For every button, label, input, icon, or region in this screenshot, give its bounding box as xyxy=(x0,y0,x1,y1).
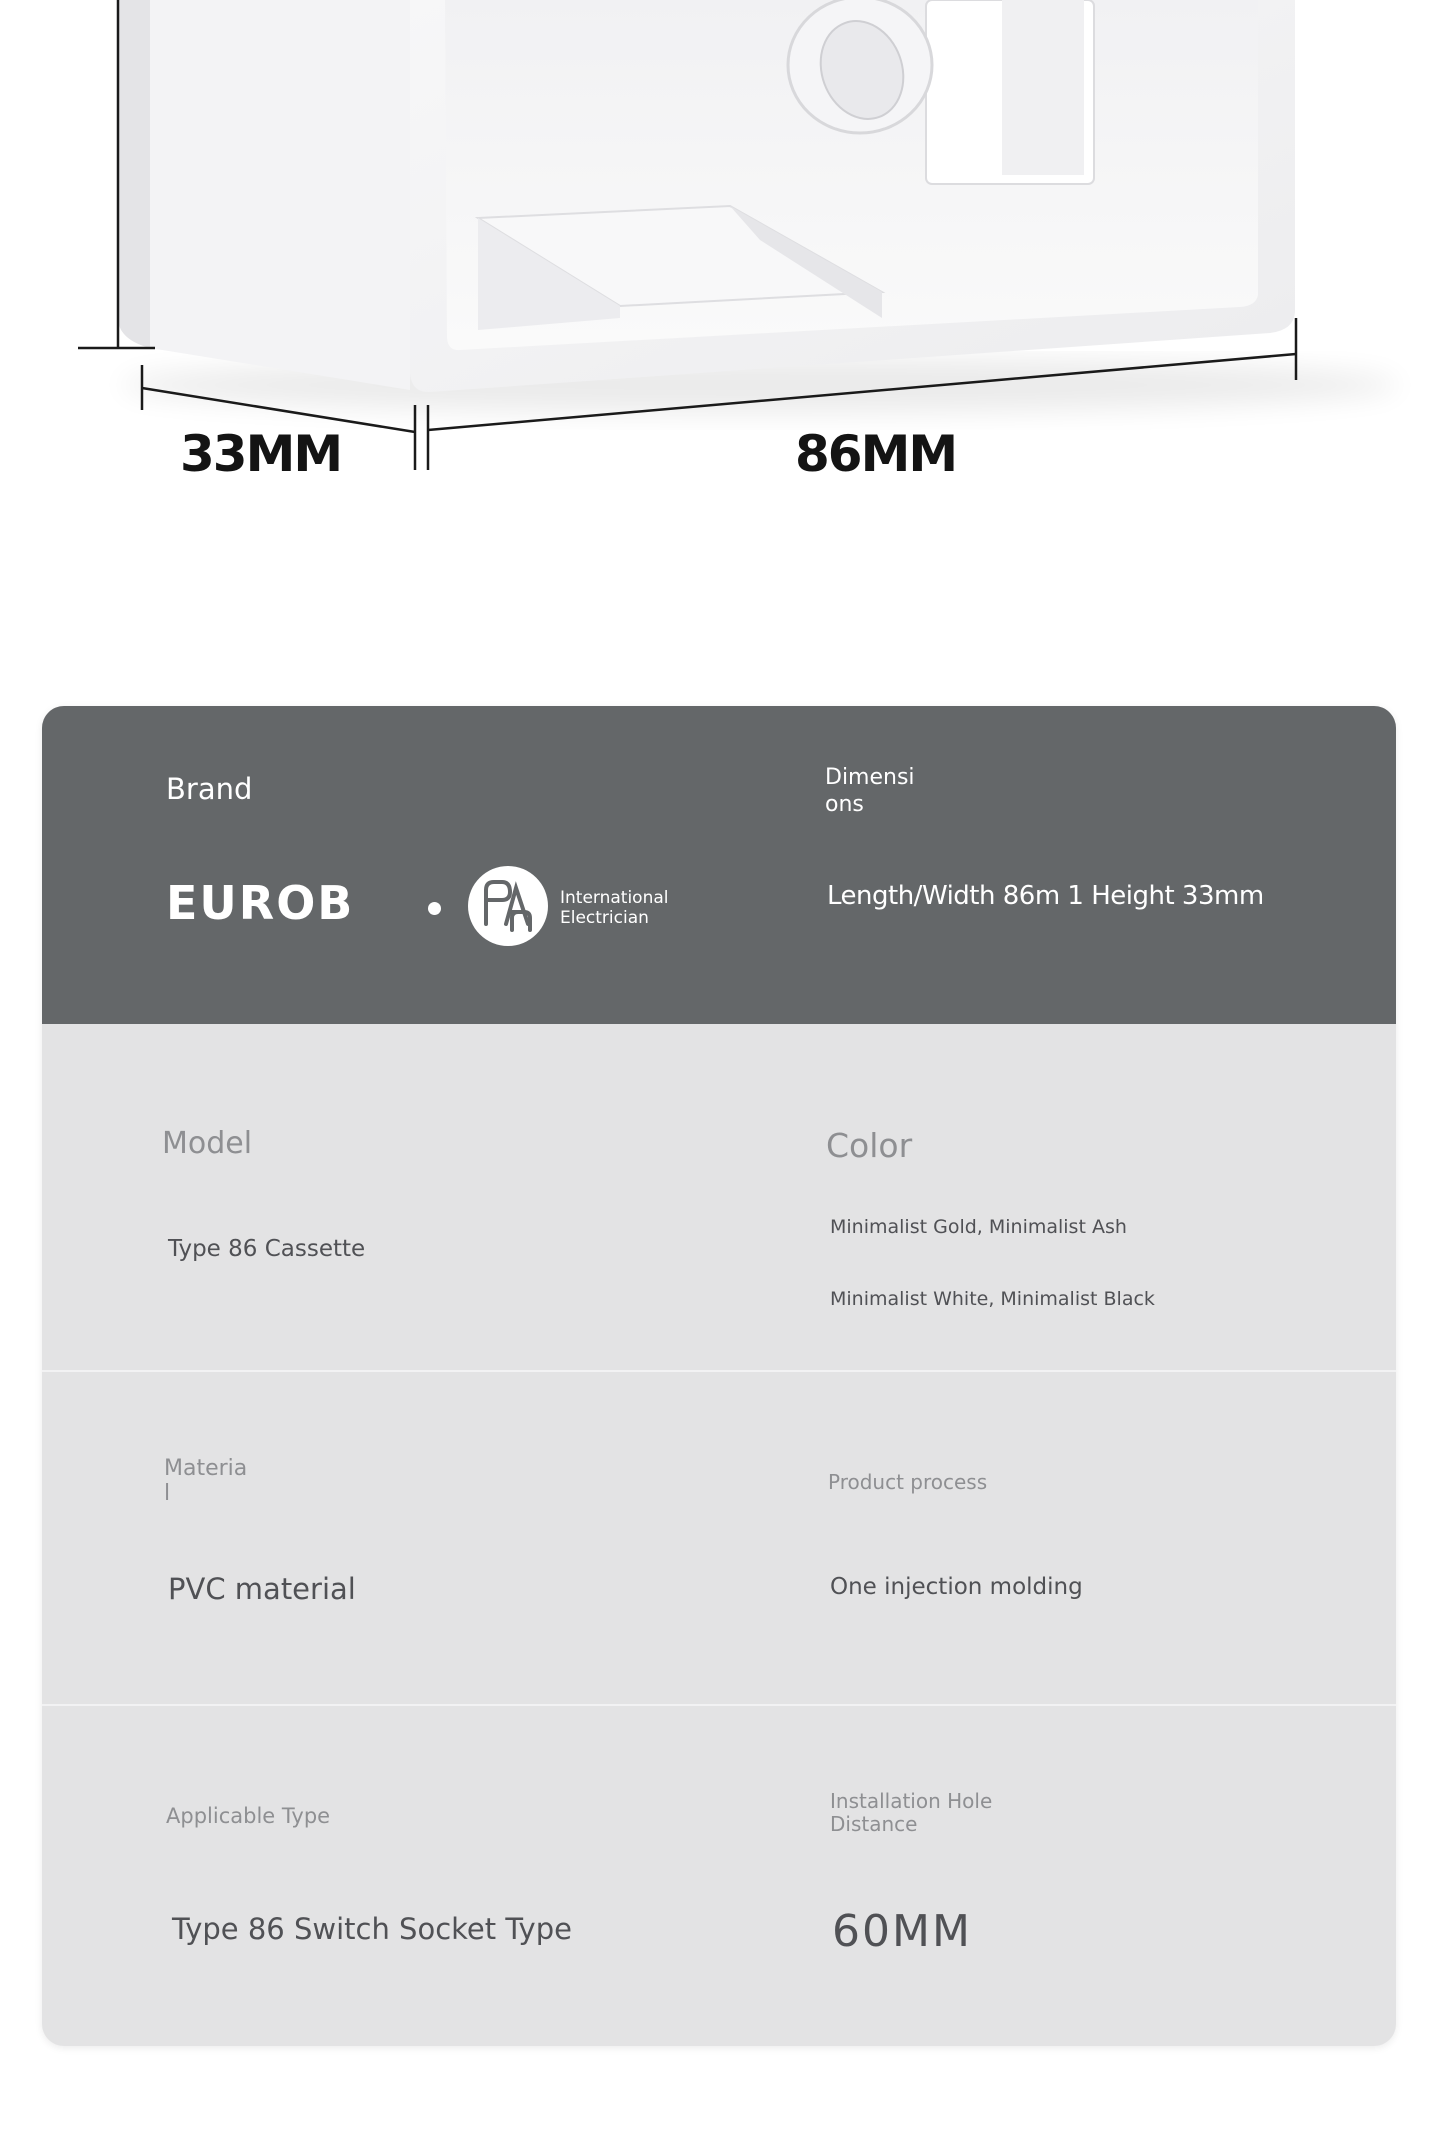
depth-dimension-label: 33MM xyxy=(180,425,342,483)
color-label: Color xyxy=(826,1126,913,1165)
hole-distance-value: 60MM xyxy=(832,1906,972,1957)
dimensions-value: Length/Width 86m 1 Height 33mm xyxy=(827,881,1264,911)
product-illustration xyxy=(0,0,1435,560)
dimensions-label: Dimensi ons xyxy=(825,765,915,817)
material-label: Materia l xyxy=(164,1456,248,1506)
spec-row-type-hole xyxy=(42,1706,1396,2046)
spec-row-brand-dimensions xyxy=(42,706,1396,1024)
model-value: Type 86 Cassette xyxy=(168,1236,366,1262)
specification-table xyxy=(42,706,1396,2046)
applicable-type-label: Applicable Type xyxy=(166,1804,331,1828)
brand-logo xyxy=(166,866,726,956)
brand-logo-text: International Electrician xyxy=(560,888,669,928)
applicable-type-value: Type 86 Switch Socket Type xyxy=(172,1912,572,1946)
brand-logo-wordmark: EUROB xyxy=(166,876,355,930)
separator-dot xyxy=(428,902,441,915)
hole-distance-label: Installation Hole Distance xyxy=(830,1789,993,1836)
process-value: One injection molding xyxy=(830,1574,1083,1600)
spec-row-material-process xyxy=(42,1372,1396,1706)
electrician-badge-icon xyxy=(468,866,548,946)
model-label: Model xyxy=(162,1126,253,1161)
color-value-line-1: Minimalist Gold, Minimalist Ash xyxy=(830,1216,1127,1238)
process-label: Product process xyxy=(828,1470,988,1494)
color-value-line-2: Minimalist White, Minimalist Black xyxy=(830,1288,1155,1310)
brand-label: Brand xyxy=(166,772,253,806)
width-dimension-label: 86MM xyxy=(795,425,957,483)
material-value: PVC material xyxy=(168,1572,356,1606)
spec-row-model-color xyxy=(42,1026,1396,1372)
